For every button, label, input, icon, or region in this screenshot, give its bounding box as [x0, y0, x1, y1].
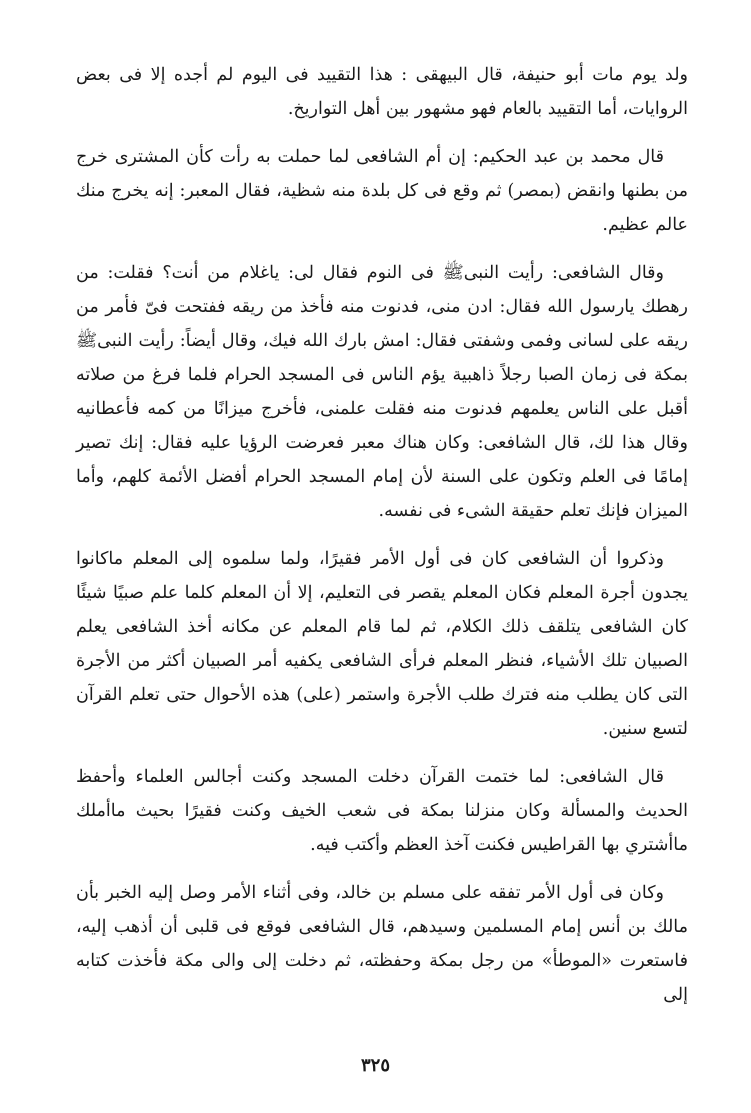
- paragraph-malik-travel: وكان فى أول الأمر تفقه على مسلم بن خالد، وفى أثناء الأمر وصل إليه الخبر بأن مالك بن أنس إمام المسلمين وسيدهم، قال الشافعى فوقع فى قلبى أن أذهب إليه، فاستعرت «الموطأ» من رجل بمكة وحفظته، ثم دخلت إلى والى مكة فأخذت كتابه إلى: [76, 883, 688, 1005]
- paragraph-early-poverty: وذكروا أن الشافعى كان فى أول الأمر فقيرًا، ولما سلموه إلى المعلم ماكانوا يجدون أجرة المعلم فكان المعلم يقصر فى التعليم، إلا أن المعلم كلما علم صبيًا شيئًا كان الشافعى يتلقف ذلك الكلام، ثم لما قام المعلم عن مكانه أخذ الشافعى يعلم الصبيان تلك الأشياء، فنظر المعلم فرأى الشافعى يكفيه أمر الصبيان أكثر من الأجرة التى كان يطلب منه فترك طلب الأجرة واستمر (على) هذه الأحوال حتى تعلم القرآن لتسع سنين.: [76, 549, 688, 739]
- paragraph-birth-date: ولد يوم مات أبو حنيفة، قال البيهقى : هذا التقييد فى اليوم لم أجده إلا فى بعض الروايات، أما التقييد بالعام فهو مشهور بين أهل التواريخ.: [76, 65, 688, 119]
- paragraph-prophet-dream: وقال الشافعى: رأيت النبىﷺ فى النوم فقال لى: ياغلام من أنت؟ فقلت: من رهطك يارسول الله فقال: ادن منى، فدنوت منه فأخذ من ريقه ففتحت فىّ فأمر من ريقه على لسانى وفمى وشفتى فقال: امش بارك الله فيك، وقال أيضاً: رأيت النبىﷺ بمكة فى زمان الصبا رجلاً ذاهبية يؤم الناس فى المسجد الحرام فلما فرغ من صلاته أقبل على الناس يعلمهم فدنوت منه فقلت علمنى، فأخرج ميزانًا من كمه فأعطانيه وقال هذا لك، قال الشافعى: وكان هناك معبر فعرضت الرؤيا عليه فقال: إنك تصير إمامًا فى العلم وتكون على السنة لأن إمام المسجد الحرام أفضل الأئمة كلهم، وأما الميزان فإنك تعلم حقيقة الشىء فى نفسه.: [76, 263, 688, 521]
- page-body: [76, 58, 688, 1026]
- paragraph-quran-completion: قال الشافعى: لما ختمت القرآن دخلت المسجد وكنت أجالس العلماء وأحفظ الحديث والمسألة وكان منزلنا بمكة فى شعب الخيف وكنت فقيرًا بحيث ماأملك ماأشتري بها القراطيس فكنت آخذ العظم وأكتب فيه.: [76, 767, 688, 855]
- page-number: ٣٢٥: [360, 1055, 390, 1076]
- paragraph-mother-dream: قال محمد بن عبد الحكيم: إن أم الشافعى لما حملت به رأت كأن المشترى خرج من بطنها وانقض (بمصر) ثم وقع فى كل بلدة منه شظية، فقال المعبر: إنه يخرج منك عالم عظيم.: [76, 147, 688, 235]
